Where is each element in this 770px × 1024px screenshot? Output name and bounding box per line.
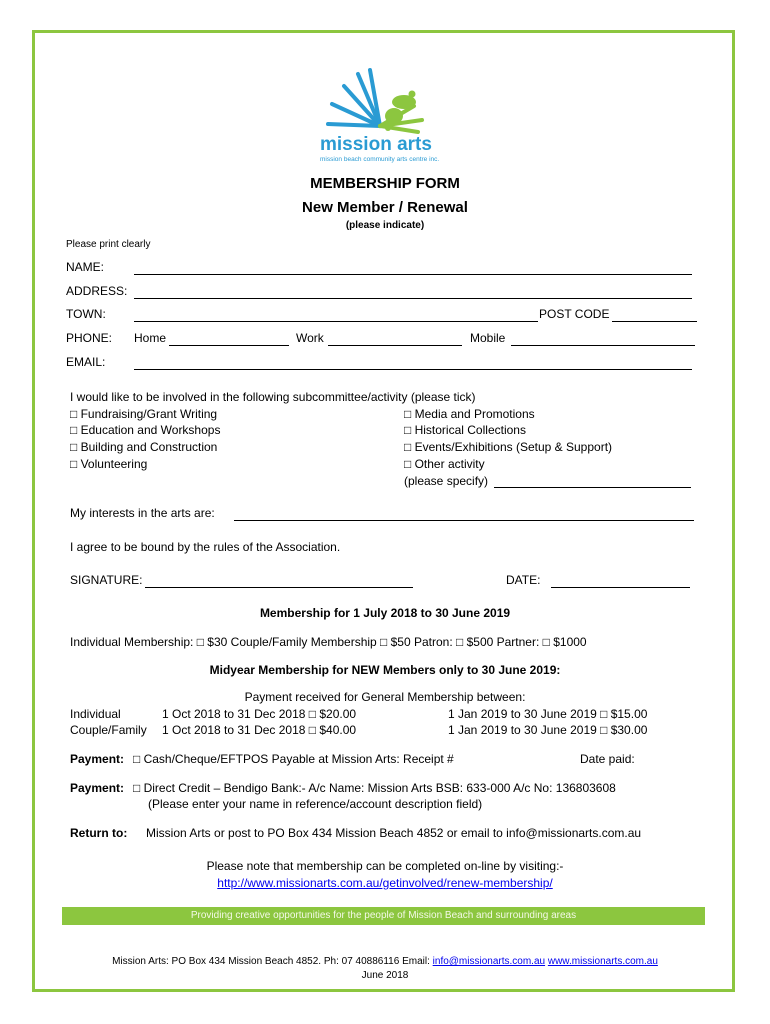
address-label: ADDRESS: [66,284,128,298]
home-phone-input[interactable] [169,330,289,346]
signature-label: SIGNATURE: [70,573,143,587]
footer-web-link[interactable]: www.missionarts.com.au [547,956,658,967]
name-label: NAME: [66,260,105,274]
checkbox-item[interactable]: □ Other activity [404,457,485,471]
checkbox-item[interactable]: □ Volunteering [70,457,148,471]
checkbox-label: Media and Promotions [414,407,535,421]
checkbox-label: Fundraising/Grant Writing [80,407,218,421]
direct-credit-note: (Please enter your name in reference/account description field) [148,797,483,811]
checkbox-item[interactable]: □ Fundraising/Grant Writing [70,407,218,421]
home-label: Home [134,331,167,345]
row-period1[interactable]: 1 Oct 2018 to 31 Dec 2018 □ $40.00 [162,723,357,737]
agree-statement: I agree to be bound by the rules of the Association. [70,540,341,554]
checkbox-item[interactable]: □ Education and Workshops [70,423,221,437]
print-note: Please print clearly [66,239,151,250]
payment-label: Payment: [70,752,125,766]
address-input[interactable] [134,283,692,299]
mobile-phone-input[interactable] [511,330,695,346]
membership-heading: Membership for 1 July 2018 to 30 June 2019 [259,606,511,620]
payment-between: Payment received for General Membership between: [244,690,526,704]
return-label: Return to: [70,826,128,840]
email-label: EMAIL: [66,355,106,369]
checkbox-label: Education and Workshops [80,423,221,437]
midyear-heading: Midyear Membership for NEW Members only to 30 June 2019: [209,663,561,677]
checkbox-label: Events/Exhibitions (Setup & Support) [414,440,613,454]
involvement-intro: I would like to be involved in the following subcommittee/activity (please tick) [70,390,476,404]
signature-input[interactable] [145,572,413,588]
checkbox-label: Building and Construction [80,440,218,454]
checkbox-label: Historical Collections [414,423,526,437]
postcode-input[interactable] [612,306,697,322]
tagline-banner: Providing creative opportunities for the people of Mission Beach and surrounding areas [62,907,705,925]
name-input[interactable] [134,259,692,275]
phone-label: PHONE: [66,331,113,345]
row-type: Individual [70,707,121,721]
row-type: Couple/Family [70,723,147,737]
online-note: Please note that membership can be completed on-line by visiting:- [206,859,564,873]
checkbox-item[interactable]: □ Events/Exhibitions (Setup & Support) [404,440,613,454]
logo-tagline: mission beach community arts centre inc. [320,156,440,163]
town-input[interactable] [134,306,538,322]
checkbox-item[interactable]: □ Building and Construction [70,440,218,454]
logo-name: mission arts [320,134,432,155]
checkbox-label: Volunteering [80,457,148,471]
checkbox-item[interactable]: □ Historical Collections [404,423,526,437]
checkbox-label: Other activity [414,457,485,471]
date-label: DATE: [506,573,541,587]
footer-date: June 2018 [361,970,409,981]
form-title: MEMBERSHIP FORM [310,175,460,192]
form-subtitle: New Member / Renewal [302,199,468,216]
payment-direct-credit-option[interactable]: □ Direct Credit – Bendigo Bank:- A/c Name: Mission Arts BSB: 633-000 A/c No: 136803608 [133,781,616,795]
specify-label: (please specify) [404,474,489,488]
payment-label: Payment: [70,781,125,795]
email-input[interactable] [134,354,692,370]
date-paid-label: Date paid: [580,752,635,766]
specify-input[interactable] [494,472,691,488]
return-text: Mission Arts or post to PO Box 434 Mission Beach 4852 or email to info@missionarts.com.au [146,826,642,840]
mobile-label: Mobile [470,331,506,345]
row-period2[interactable]: 1 Jan 2019 to 30 June 2019 □ $15.00 [448,707,648,721]
checkbox-item[interactable]: □ Media and Promotions [404,407,535,421]
logo [318,66,448,166]
row-period1[interactable]: 1 Oct 2018 to 31 Dec 2018 □ $20.00 [162,707,357,721]
postcode-label: POST CODE [539,307,610,321]
renew-membership-link[interactable]: http://www.missionarts.com.au/getinvolved/renew-membership/ [217,876,553,890]
row-period2[interactable]: 1 Jan 2019 to 30 June 2019 □ $30.00 [448,723,648,737]
date-input[interactable] [551,572,690,588]
town-label: TOWN: [66,307,106,321]
work-label: Work [296,331,324,345]
indicate-note: (please indicate) [345,220,425,231]
footer-contact [0,956,770,967]
footer-text: Mission Arts: PO Box 434 Mission Beach 4852. Ph: 07 40886116 Email: [112,956,430,967]
interests-label: My interests in the arts are: [70,506,215,520]
work-phone-input[interactable] [328,330,462,346]
footer-email-link[interactable]: info@missionarts.com.au [432,956,546,967]
membership-options[interactable]: Individual Membership: □ $30 Couple/Family Membership □ $50 Patron: □ $500 Partner: □ $1000 [70,635,587,649]
payment-cash-option[interactable]: □ Cash/Cheque/EFTPOS Payable at Mission Arts: Receipt # [133,752,454,766]
interests-input[interactable] [234,505,694,521]
